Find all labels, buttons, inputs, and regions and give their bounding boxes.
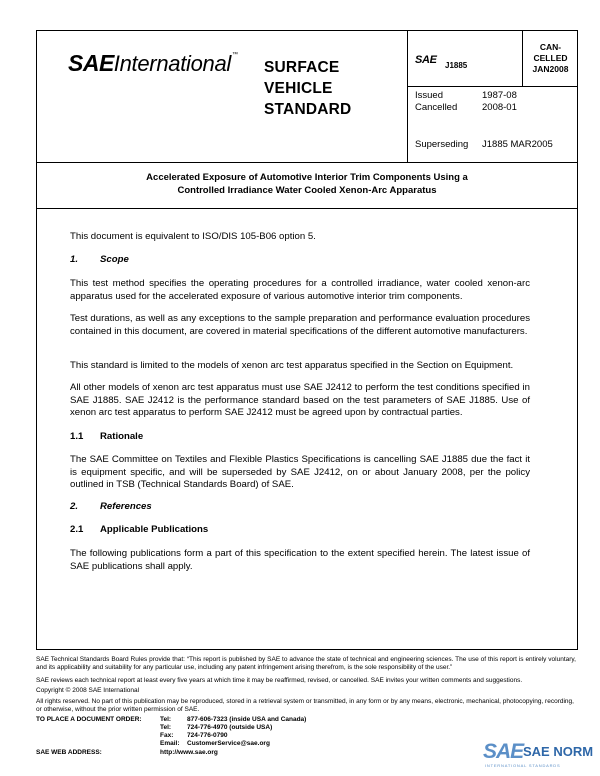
title-line: SURFACE — [264, 59, 340, 76]
title-line: VEHICLE — [264, 80, 333, 97]
cancelled-line: JAN2008 — [532, 64, 569, 74]
title-bottom-rule — [36, 208, 578, 209]
superseding-value: J1885 MAR2005 — [482, 139, 553, 150]
title-line: STANDARD — [264, 101, 352, 118]
doc-sae-mark: SAE — [415, 54, 437, 66]
document-title — [36, 172, 578, 197]
contact-email[interactable]: CustomerService@sae.org — [187, 740, 270, 747]
footer-rules: SAE Technical Standards Board Rules provide that: “This report is published by SAE to advance the state of technical and engineering sciences. The use of this report is entirely voluntary, and its applicability and suitability for any particular use, including any patent infringement arising therefrom, is the sole responsibility of the user.” — [36, 656, 576, 672]
document-title-line: Accelerated Exposure of Automotive Interior Trim Components Using a — [146, 172, 468, 183]
cancelled-line: CELLED — [533, 53, 568, 63]
cancelled-label: Cancelled — [415, 102, 458, 113]
logo-international-text: International — [113, 51, 231, 76]
contact-key: Fax: — [160, 732, 174, 739]
norm-logo-subtitle: INTERNATIONAL STANDARDS — [485, 763, 561, 768]
scope-paragraph: Test durations, as well as any exceptions to the sample preparation and performance evaluation procedures contained in this document, are covered in material specifications of the different automotive manufacturers. — [70, 313, 530, 337]
header-divider — [407, 30, 408, 162]
contact-fax: 724-776-0790 — [187, 732, 228, 739]
cancelled-status — [523, 42, 578, 75]
section-number: 1.1 — [70, 431, 84, 442]
document-number: J1885 — [445, 61, 468, 70]
sae-international-logo-area — [36, 30, 250, 162]
header-divider — [407, 86, 578, 87]
section-number: 2. — [70, 501, 79, 512]
contact-key: Tel: — [160, 724, 172, 731]
standard-type-title — [264, 57, 351, 120]
section-title: References — [100, 501, 152, 512]
scope-paragraph: This test method specifies the operating procedures for a controlled irradiance, water cooled xenon-arc apparatus used for the accelerated exposure of various automotive interior trim components. — [70, 278, 530, 302]
footer-review: SAE reviews each technical report at least every five years at which time it may be reaffirmed, revised, or cancelled. SAE invites your written comments and suggestions. — [36, 677, 523, 684]
norm-logo-text: SAE NORM — [523, 744, 594, 759]
section-title: Scope — [100, 254, 129, 265]
issued-label: Issued — [415, 90, 443, 101]
contact-key: Tel: — [160, 716, 172, 723]
scope-paragraph: This standard is limited to the models of xenon arc test apparatus specified in the Section on Equipment. — [70, 360, 514, 371]
footer-rights: All rights reserved. No part of this publication may be reproduced, stored in a retrieval system or transmitted, in any form or by any means, electronic, mechanical, photocopying, recording, or otherwise, without the prior written permission of SAE. — [36, 698, 574, 714]
publications-paragraph: The following publications form a part of this specification to the extent specified herein. The latest issue of SAE publications shall apply. — [70, 548, 530, 572]
section-title: Rationale — [100, 431, 144, 442]
rationale-paragraph: The SAE Committee on Textiles and Flexible Plastics Specifications is cancelling SAE J1885 due the fact it is equipment specific, and will be superseded by SAE J2412, on or about January 2008, per the policy outlined in TSB (Technical Standards Board) of SAE. — [70, 454, 530, 490]
superseding-label: Superseding — [415, 139, 469, 150]
sae-international-logo — [68, 52, 238, 75]
contact-phone: 877-606-7323 (inside USA and Canada) — [187, 716, 307, 723]
contact-phone: 724-776-4970 (outside USA) — [187, 724, 273, 731]
section-title: Applicable Publications — [100, 524, 209, 535]
document-title-line: Controlled Irradiance Water Cooled Xenon-Arc Apparatus — [177, 184, 437, 196]
section-number: 2.1 — [70, 524, 84, 535]
logo-sae-text: SAE — [68, 50, 114, 76]
norm-logo-mark: SAE — [483, 740, 524, 763]
header-bottom-rule — [36, 162, 578, 163]
footer-copyright: Copyright © 2008 SAE International — [36, 687, 140, 694]
logo-trademark: ™ — [231, 52, 238, 58]
equivalence-statement: This document is equivalent to ISO/DIS 105-B06 option 5. — [70, 231, 316, 242]
contact-key: Email: — [160, 740, 180, 747]
sae-norm-logo — [483, 740, 595, 772]
cancelled-value: 2008-01 — [482, 102, 517, 113]
order-label: TO PLACE A DOCUMENT ORDER: — [36, 716, 142, 723]
scope-paragraph: All other models of xenon arc test apparatus must use SAE J2412 to perform the test conditions specified in SAE J1885. SAE J2412 is the performance standard based on the test parameters of SAE J1885. Use of xenon arc test apparatus to perform SAE J2412 must be agreed upon by contractual parties. — [70, 382, 530, 418]
section-number: 1. — [70, 254, 79, 265]
web-address-label: SAE WEB ADDRESS: — [36, 749, 102, 756]
cancelled-line: CAN- — [539, 42, 562, 52]
web-address-link[interactable]: http://www.sae.org — [160, 749, 218, 756]
issued-value: 1987-08 — [482, 90, 517, 101]
